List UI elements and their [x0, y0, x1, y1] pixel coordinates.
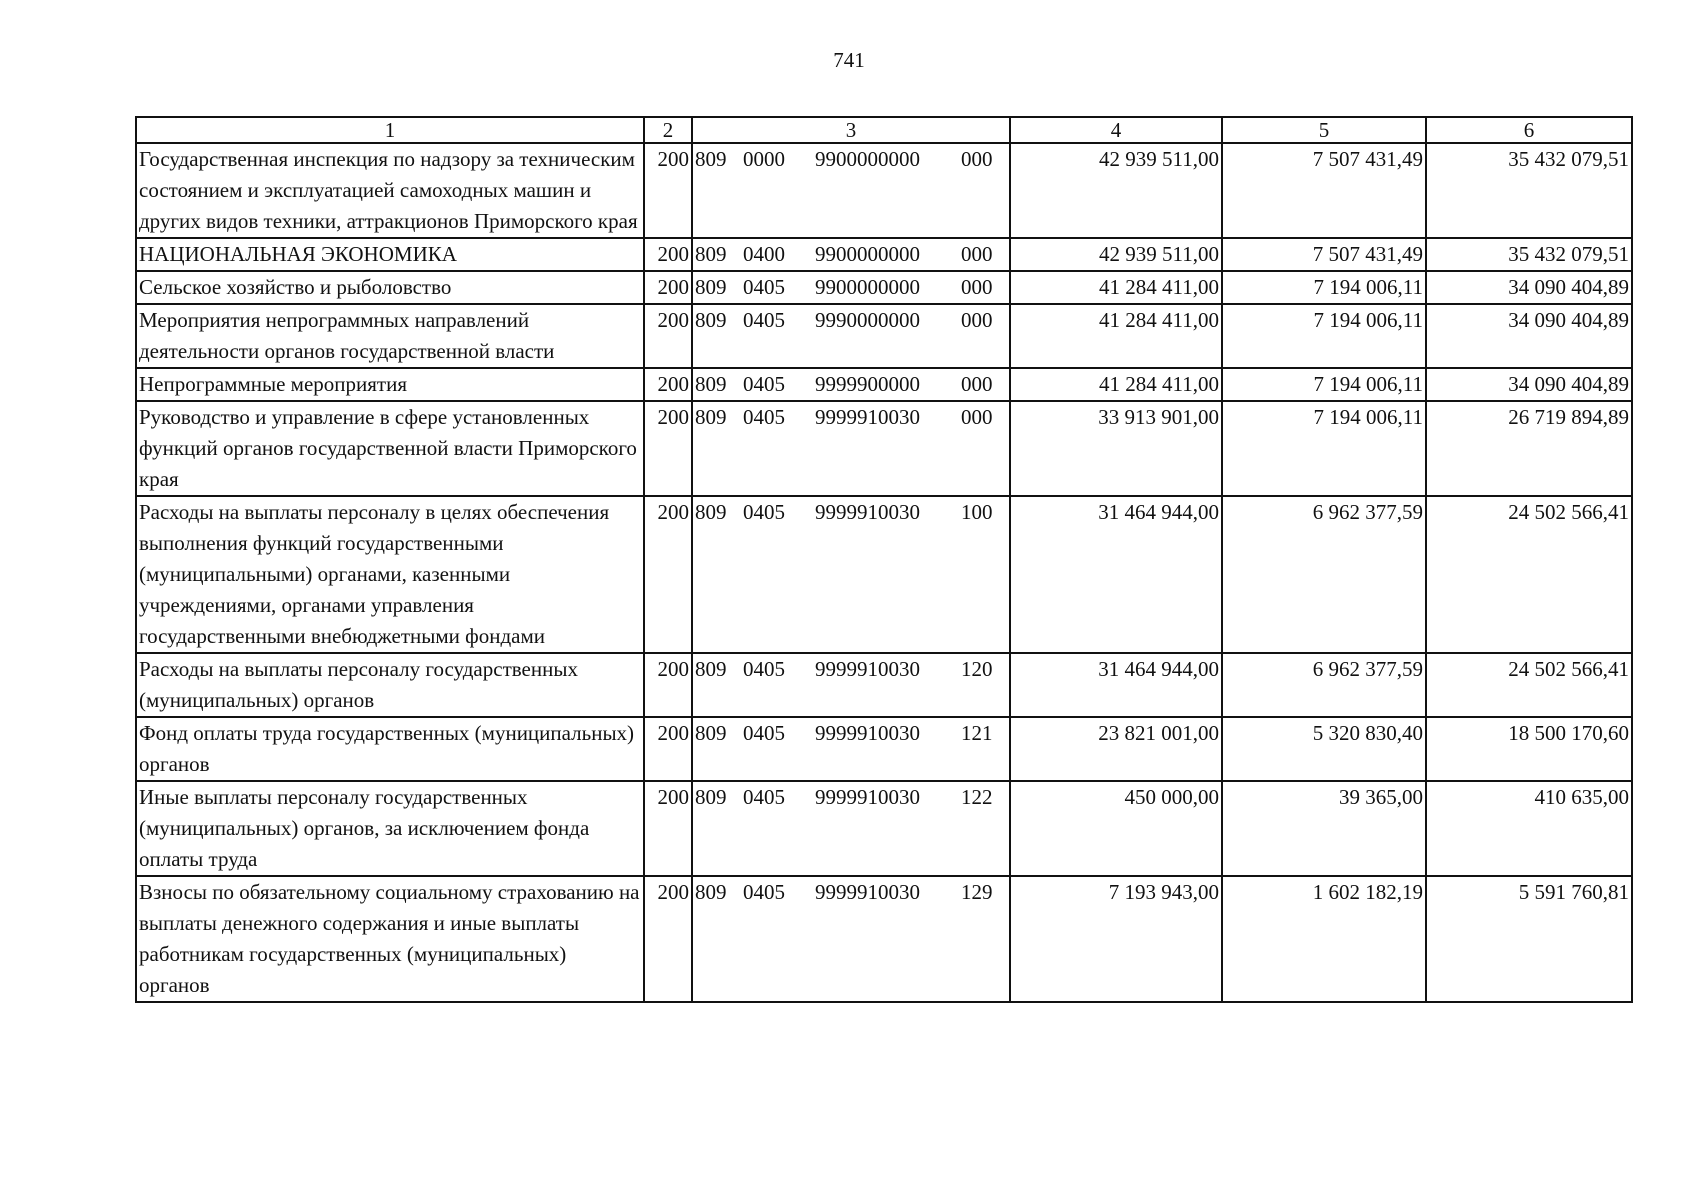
section-code: 0405	[743, 372, 785, 396]
table-row	[136, 368, 1632, 401]
row-code: 200	[644, 271, 692, 304]
ministry-code: 809	[695, 880, 727, 904]
table-row	[136, 876, 1632, 1002]
expense-type-code: 100	[961, 500, 993, 524]
row-value-4: 41 284 411,00	[1010, 368, 1222, 401]
expense-type-code: 000	[961, 275, 993, 299]
section-code: 0405	[743, 721, 785, 745]
row-value-4: 23 821 001,00	[1010, 717, 1222, 781]
expense-type-code: 121	[961, 721, 993, 745]
section-code: 0405	[743, 880, 785, 904]
row-value-5: 7 194 006,11	[1222, 368, 1426, 401]
target-code: 9999910030	[815, 880, 920, 904]
section-code: 0000	[743, 147, 785, 171]
row-classification	[692, 368, 1010, 401]
row-value-6: 5 591 760,81	[1426, 876, 1632, 1002]
ministry-code: 809	[695, 721, 727, 745]
row-name: Руководство и управление в сфере установленных функций органов государственной власти Приморского края	[136, 401, 644, 496]
row-value-5: 7 194 006,11	[1222, 401, 1426, 496]
ministry-code: 809	[695, 147, 727, 171]
row-value-6: 24 502 566,41	[1426, 496, 1632, 653]
row-classification	[692, 781, 1010, 876]
target-code: 9999910030	[815, 405, 920, 429]
target-code: 9999900000	[815, 372, 920, 396]
row-value-6: 24 502 566,41	[1426, 653, 1632, 717]
row-value-5: 6 962 377,59	[1222, 653, 1426, 717]
row-value-4: 42 939 511,00	[1010, 143, 1222, 238]
budget-table	[135, 116, 1633, 1003]
row-value-6: 35 432 079,51	[1426, 238, 1632, 271]
ministry-code: 809	[695, 308, 727, 332]
row-value-6: 34 090 404,89	[1426, 368, 1632, 401]
ministry-code: 809	[695, 275, 727, 299]
row-code: 200	[644, 496, 692, 653]
row-code: 200	[644, 717, 692, 781]
row-classification	[692, 496, 1010, 653]
target-code: 9999910030	[815, 785, 920, 809]
row-code: 200	[644, 143, 692, 238]
table-row	[136, 496, 1632, 653]
table-row	[136, 717, 1632, 781]
expense-type-code: 122	[961, 785, 993, 809]
ministry-code: 809	[695, 785, 727, 809]
section-code: 0405	[743, 500, 785, 524]
section-code: 0405	[743, 405, 785, 429]
table-row	[136, 271, 1632, 304]
ministry-code: 809	[695, 500, 727, 524]
row-value-5: 5 320 830,40	[1222, 717, 1426, 781]
row-value-5: 6 962 377,59	[1222, 496, 1426, 653]
row-name: НАЦИОНАЛЬНАЯ ЭКОНОМИКА	[136, 238, 644, 271]
ministry-code: 809	[695, 405, 727, 429]
table-row	[136, 304, 1632, 368]
table-header	[136, 117, 1632, 143]
row-code: 200	[644, 781, 692, 876]
row-value-4: 31 464 944,00	[1010, 653, 1222, 717]
row-name: Расходы на выплаты персоналу в целях обеспечения выполнения функций государственными (муниципальными) органами, казенными учреждениями, органами управления государственными внебюджетными фондами	[136, 496, 644, 653]
row-value-6: 18 500 170,60	[1426, 717, 1632, 781]
row-value-5: 7 194 006,11	[1222, 304, 1426, 368]
target-code: 9900000000	[815, 147, 920, 171]
row-value-4: 31 464 944,00	[1010, 496, 1222, 653]
row-code: 200	[644, 876, 692, 1002]
row-value-5: 7 194 006,11	[1222, 271, 1426, 304]
table-row	[136, 653, 1632, 717]
target-code: 9900000000	[815, 242, 920, 266]
row-value-5: 39 365,00	[1222, 781, 1426, 876]
row-name: Государственная инспекция по надзору за техническим состоянием и эксплуатацией самоходных машин и других видов техники, аттракционов Приморского края	[136, 143, 644, 238]
section-code: 0405	[743, 275, 785, 299]
row-name: Непрограммные мероприятия	[136, 368, 644, 401]
section-code: 0405	[743, 308, 785, 332]
row-value-6: 34 090 404,89	[1426, 271, 1632, 304]
expense-type-code: 120	[961, 657, 993, 681]
row-value-4: 42 939 511,00	[1010, 238, 1222, 271]
expense-type-code: 000	[961, 308, 993, 332]
ministry-code: 809	[695, 372, 727, 396]
row-value-4: 33 913 901,00	[1010, 401, 1222, 496]
row-name: Фонд оплаты труда государственных (муниципальных) органов	[136, 717, 644, 781]
row-name: Иные выплаты персоналу государственных (муниципальных) органов, за исключением фонда оплаты труда	[136, 781, 644, 876]
row-classification	[692, 717, 1010, 781]
row-classification	[692, 271, 1010, 304]
table-row	[136, 238, 1632, 271]
expense-type-code: 000	[961, 242, 993, 266]
expense-type-code: 000	[961, 405, 993, 429]
table-row	[136, 143, 1632, 238]
target-code: 9990000000	[815, 308, 920, 332]
table-row	[136, 781, 1632, 876]
table-body	[136, 143, 1632, 1002]
row-value-4: 450 000,00	[1010, 781, 1222, 876]
row-value-6: 26 719 894,89	[1426, 401, 1632, 496]
row-value-6: 35 432 079,51	[1426, 143, 1632, 238]
row-code: 200	[644, 238, 692, 271]
row-code: 200	[644, 304, 692, 368]
ministry-code: 809	[695, 242, 727, 266]
expense-type-code: 000	[961, 372, 993, 396]
row-value-5: 7 507 431,49	[1222, 143, 1426, 238]
ministry-code: 809	[695, 657, 727, 681]
row-value-5: 1 602 182,19	[1222, 876, 1426, 1002]
header-col-1: 1	[136, 117, 644, 143]
section-code: 0400	[743, 242, 785, 266]
row-classification	[692, 238, 1010, 271]
row-value-6: 410 635,00	[1426, 781, 1632, 876]
row-classification	[692, 876, 1010, 1002]
row-classification	[692, 143, 1010, 238]
row-code: 200	[644, 401, 692, 496]
row-name: Сельское хозяйство и рыболовство	[136, 271, 644, 304]
row-value-4: 41 284 411,00	[1010, 271, 1222, 304]
target-code: 9999910030	[815, 500, 920, 524]
expense-type-code: 129	[961, 880, 993, 904]
row-value-4: 7 193 943,00	[1010, 876, 1222, 1002]
row-name: Взносы по обязательному социальному страхованию на выплаты денежного содержания и иные выплаты работникам государственных (муниципальных) органов	[136, 876, 644, 1002]
table-row	[136, 401, 1632, 496]
row-name: Расходы на выплаты персоналу государственных (муниципальных) органов	[136, 653, 644, 717]
target-code: 9999910030	[815, 721, 920, 745]
row-classification	[692, 653, 1010, 717]
header-col-2: 2	[644, 117, 692, 143]
row-classification	[692, 304, 1010, 368]
section-code: 0405	[743, 657, 785, 681]
row-value-5: 7 507 431,49	[1222, 238, 1426, 271]
row-value-6: 34 090 404,89	[1426, 304, 1632, 368]
expense-type-code: 000	[961, 147, 993, 171]
row-classification	[692, 401, 1010, 496]
target-code: 9900000000	[815, 275, 920, 299]
header-row	[136, 117, 1632, 143]
row-name: Мероприятия непрограммных направлений деятельности органов государственной власти	[136, 304, 644, 368]
row-value-4: 41 284 411,00	[1010, 304, 1222, 368]
header-col-6: 6	[1426, 117, 1632, 143]
row-code: 200	[644, 653, 692, 717]
header-col-3: 3	[692, 117, 1010, 143]
header-col-5: 5	[1222, 117, 1426, 143]
header-col-4: 4	[1010, 117, 1222, 143]
target-code: 9999910030	[815, 657, 920, 681]
section-code: 0405	[743, 785, 785, 809]
row-code: 200	[644, 368, 692, 401]
page-number: 741	[833, 48, 865, 72]
